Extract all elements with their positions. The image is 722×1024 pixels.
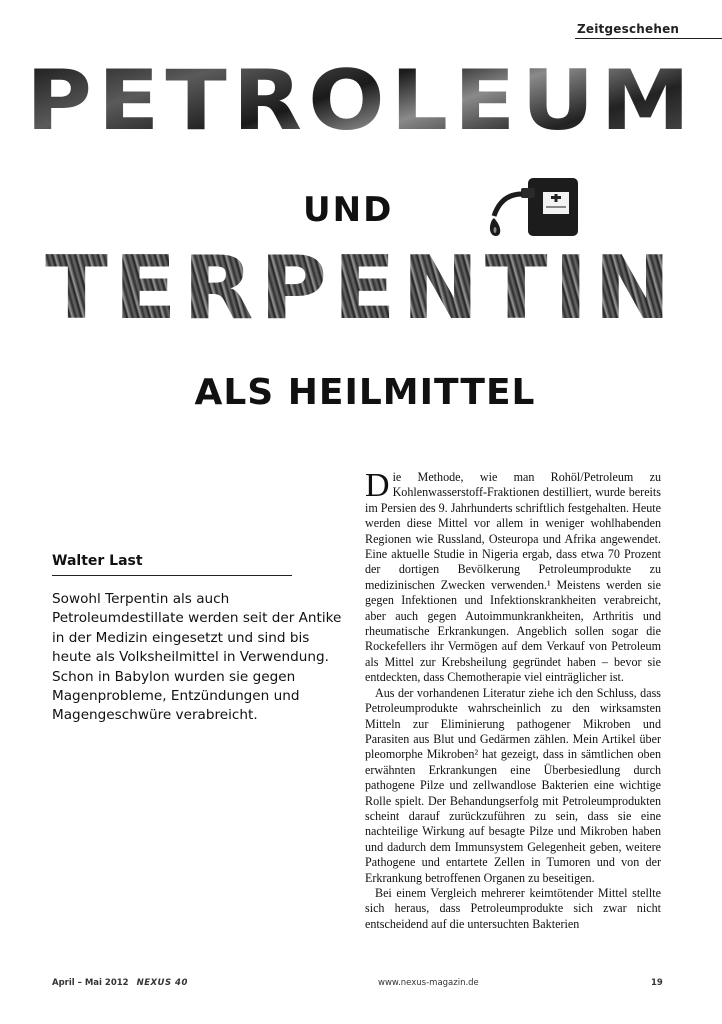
footer-magazine: NEXUS 40 — [136, 978, 188, 988]
intro-paragraph: Sowohl Terpentin als auch Petroleumdestillate werden seit der Antike in der Medizin eingesetzt und sind bis heute als Volksheilmittel in Verwendung. Schon in Babylon wurden sie gegen Magenprobleme, Entzündungen und Magengeschwüre verabreicht. — [52, 591, 342, 724]
section-label: Zeitgeschehen — [575, 22, 722, 39]
subtitle: ALS HEILMITTEL — [194, 372, 536, 413]
body-paragraph-1 — [365, 467, 661, 686]
author-block — [52, 553, 292, 576]
body-paragraph-3: Bei einem Vergleich mehrerer keimtötender Mittel stellte sich heraus, dass Petroleumprodukte sich zwar nicht entscheidend auf die untersuchten Bakterien — [365, 885, 661, 931]
drop-cap: D — [365, 467, 390, 504]
title-petroleum: PETROLEUM — [0, 60, 722, 143]
author-name: Walter Last — [52, 553, 292, 576]
footer-issue — [52, 978, 188, 988]
body-paragraph-2: Aus der vorhandenen Literatur ziehe ich den Schluss, dass Petroleumprodukte wahrscheinlich zu den wirksamsten Mitteln zur Eliminierung pathogener Mikroben und Parasiten aus Blut und Gedärmen zählen. Mein Artikel über pleomorphe Mikroben² hat gezeigt, dass in sämtlichen oben erwähnten Erkrankungen eine Überbesiedlung durch pathogene Pilze und zellwandlose Bakterien eine wichtige Rolle spielt. Der Behandungserfolg mit Petroleumprodukten scheint darauf zurückzuführen zu sein, dass sie eine nachteilige Wirkung auf besagte Pilze und Mikroben haben und dadurch dem Immunsystem Gelegenheit geben, weitere Pathogene und entartete Zellen in Tumoren und von der Erkrankung betroffenen Organen zu beseitigen. — [365, 685, 661, 885]
footer-website: www.nexus-magazin.de — [378, 978, 479, 988]
footer-date: April – Mai 2012 — [52, 978, 129, 988]
title-terpentin: TERPENTIN — [0, 245, 722, 332]
body-paragraph-1-text: ie Methode, wie man Rohöl/Petroleum zu Kohlenwasserstoff-Fraktionen destilliert, wurde bereits im Persien des 9. Jahrhunderts schriftlich festgehalten. Heute werden diese Mittel vor allem in weniger wohlhabenden Regionen wie Russland, Osteuropa und Afrika angewendet. Eine aktuelle Studie in Nigeria ergab, dass etwa 70 Prozent der dortigen Bevölkerung Petroleumprodukte zu medizinischen Zwecken verwenden.¹ Meistens werden sie gegen Infektionen und Infektionskrankheiten verabreicht, aber auch gegen Autoimmunkrankheiten, Arthritis und rheumatische Erkrankungen. Angeblich sollen sogar die Rockefellers ihr Vermögen auf dem Verkauf von Petroleum als Mittel zur Krebsheilung gegründet haben – bevor sie entdeckten, dass Chemotherapie viel einträglicher ist. — [365, 470, 661, 685]
page-number: 19 — [651, 978, 663, 988]
article-body — [365, 467, 661, 932]
title-und: UND — [303, 190, 394, 230]
